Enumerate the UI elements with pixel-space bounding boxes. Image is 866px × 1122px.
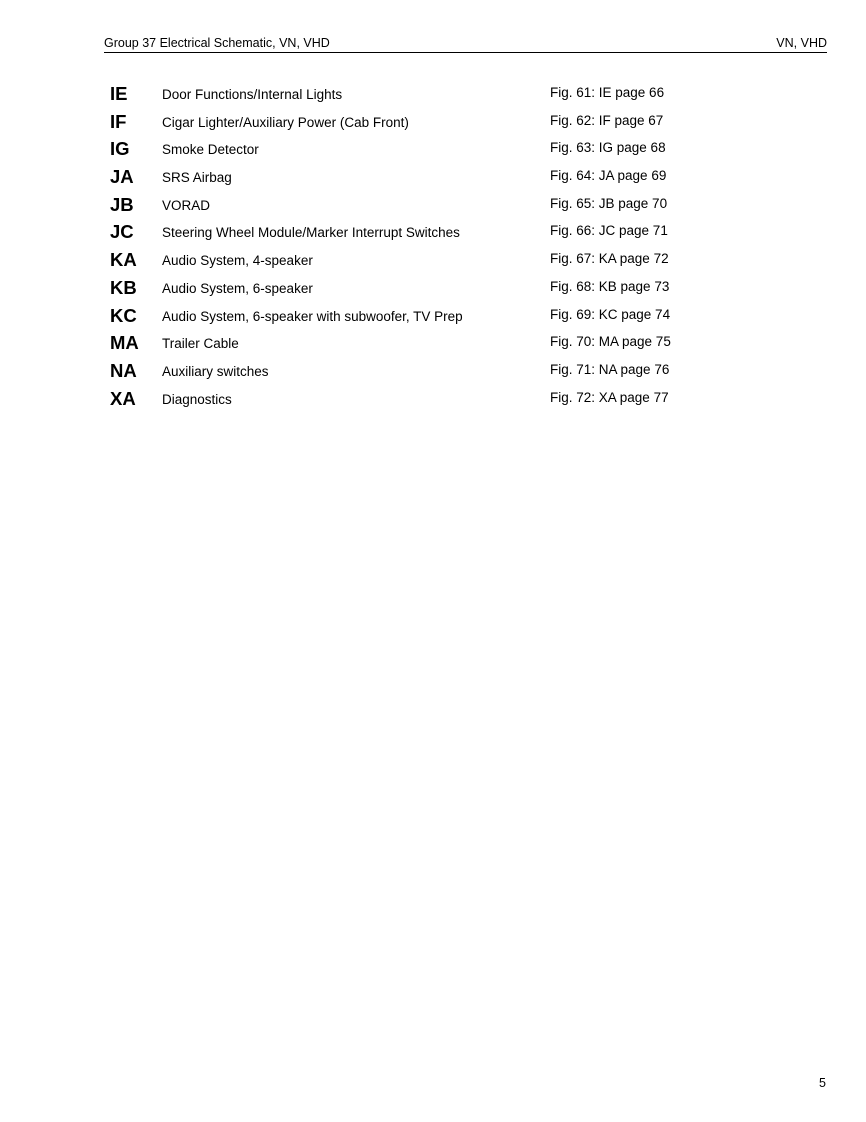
section-description: Audio System, 4-speaker (162, 253, 313, 269)
figure-reference[interactable]: Fig. 71: NA page 76 (550, 361, 670, 377)
figure-reference[interactable]: Fig. 63: IG page 68 (550, 140, 666, 156)
section-description: Diagnostics (162, 391, 232, 407)
figure-reference[interactable]: Fig. 70: MA page 75 (550, 334, 671, 350)
section-description: VORAD (162, 197, 211, 213)
toc-row[interactable] (0, 359, 866, 387)
page-number: 5 (819, 1076, 826, 1090)
figure-reference[interactable]: Fig. 62: IF page 67 (550, 112, 664, 128)
toc-row[interactable] (0, 220, 866, 248)
toc-row[interactable] (0, 387, 866, 415)
toc-row[interactable] (0, 331, 866, 359)
section-description: Cigar Lighter/Auxiliary Power (Cab Front) (162, 114, 409, 130)
section-code: KA (110, 249, 137, 271)
figure-reference[interactable]: Fig. 67: KA page 72 (550, 251, 669, 267)
section-code: JA (110, 166, 134, 188)
section-description: Auxiliary switches (162, 363, 269, 379)
section-code: IE (110, 83, 128, 104)
toc-row[interactable] (0, 193, 866, 221)
toc-row[interactable] (0, 137, 866, 165)
section-code: XA (110, 387, 136, 409)
section-code: JC (110, 221, 134, 243)
toc-row[interactable] (0, 304, 866, 332)
model-label: VN, VHD (776, 36, 827, 50)
figure-reference[interactable]: Fig. 64: JA page 69 (550, 168, 667, 184)
section-description: Audio System, 6-speaker (162, 280, 313, 296)
section-description: Trailer Cable (162, 336, 239, 352)
toc-row[interactable] (0, 82, 866, 110)
section-code: JB (110, 193, 134, 215)
figure-reference[interactable]: Fig. 68: KB page 73 (550, 278, 670, 294)
toc-row[interactable] (0, 248, 866, 276)
figure-reference[interactable]: Fig. 69: KC page 74 (550, 306, 671, 322)
figure-reference[interactable]: Fig. 72: XA page 77 (550, 389, 669, 405)
figure-reference[interactable]: Fig. 65: JB page 70 (550, 195, 668, 211)
section-description: Smoke Detector (162, 142, 259, 158)
figure-reference[interactable]: Fig. 61: IE page 66 (550, 85, 665, 100)
section-description: SRS Airbag (162, 170, 232, 186)
figure-reference[interactable]: Fig. 66: JC page 71 (550, 223, 668, 239)
section-code: KB (110, 276, 137, 298)
document-title: Group 37 Electrical Schematic, VN, VHD (104, 36, 330, 50)
table-of-contents (0, 82, 866, 414)
toc-row[interactable] (0, 276, 866, 304)
section-code: KC (110, 304, 137, 326)
section-code: MA (110, 332, 139, 354)
section-description: Door Functions/Internal Lights (162, 87, 343, 102)
section-code: IF (110, 110, 127, 132)
section-code: NA (110, 359, 137, 381)
section-code: IG (110, 138, 130, 160)
section-description: Steering Wheel Module/Marker Interrupt Switches (162, 225, 460, 241)
page-header (104, 36, 827, 53)
section-description: Audio System, 6-speaker with subwoofer, TV Prep (162, 308, 463, 324)
toc-row[interactable] (0, 165, 866, 193)
toc-row[interactable] (0, 110, 866, 138)
